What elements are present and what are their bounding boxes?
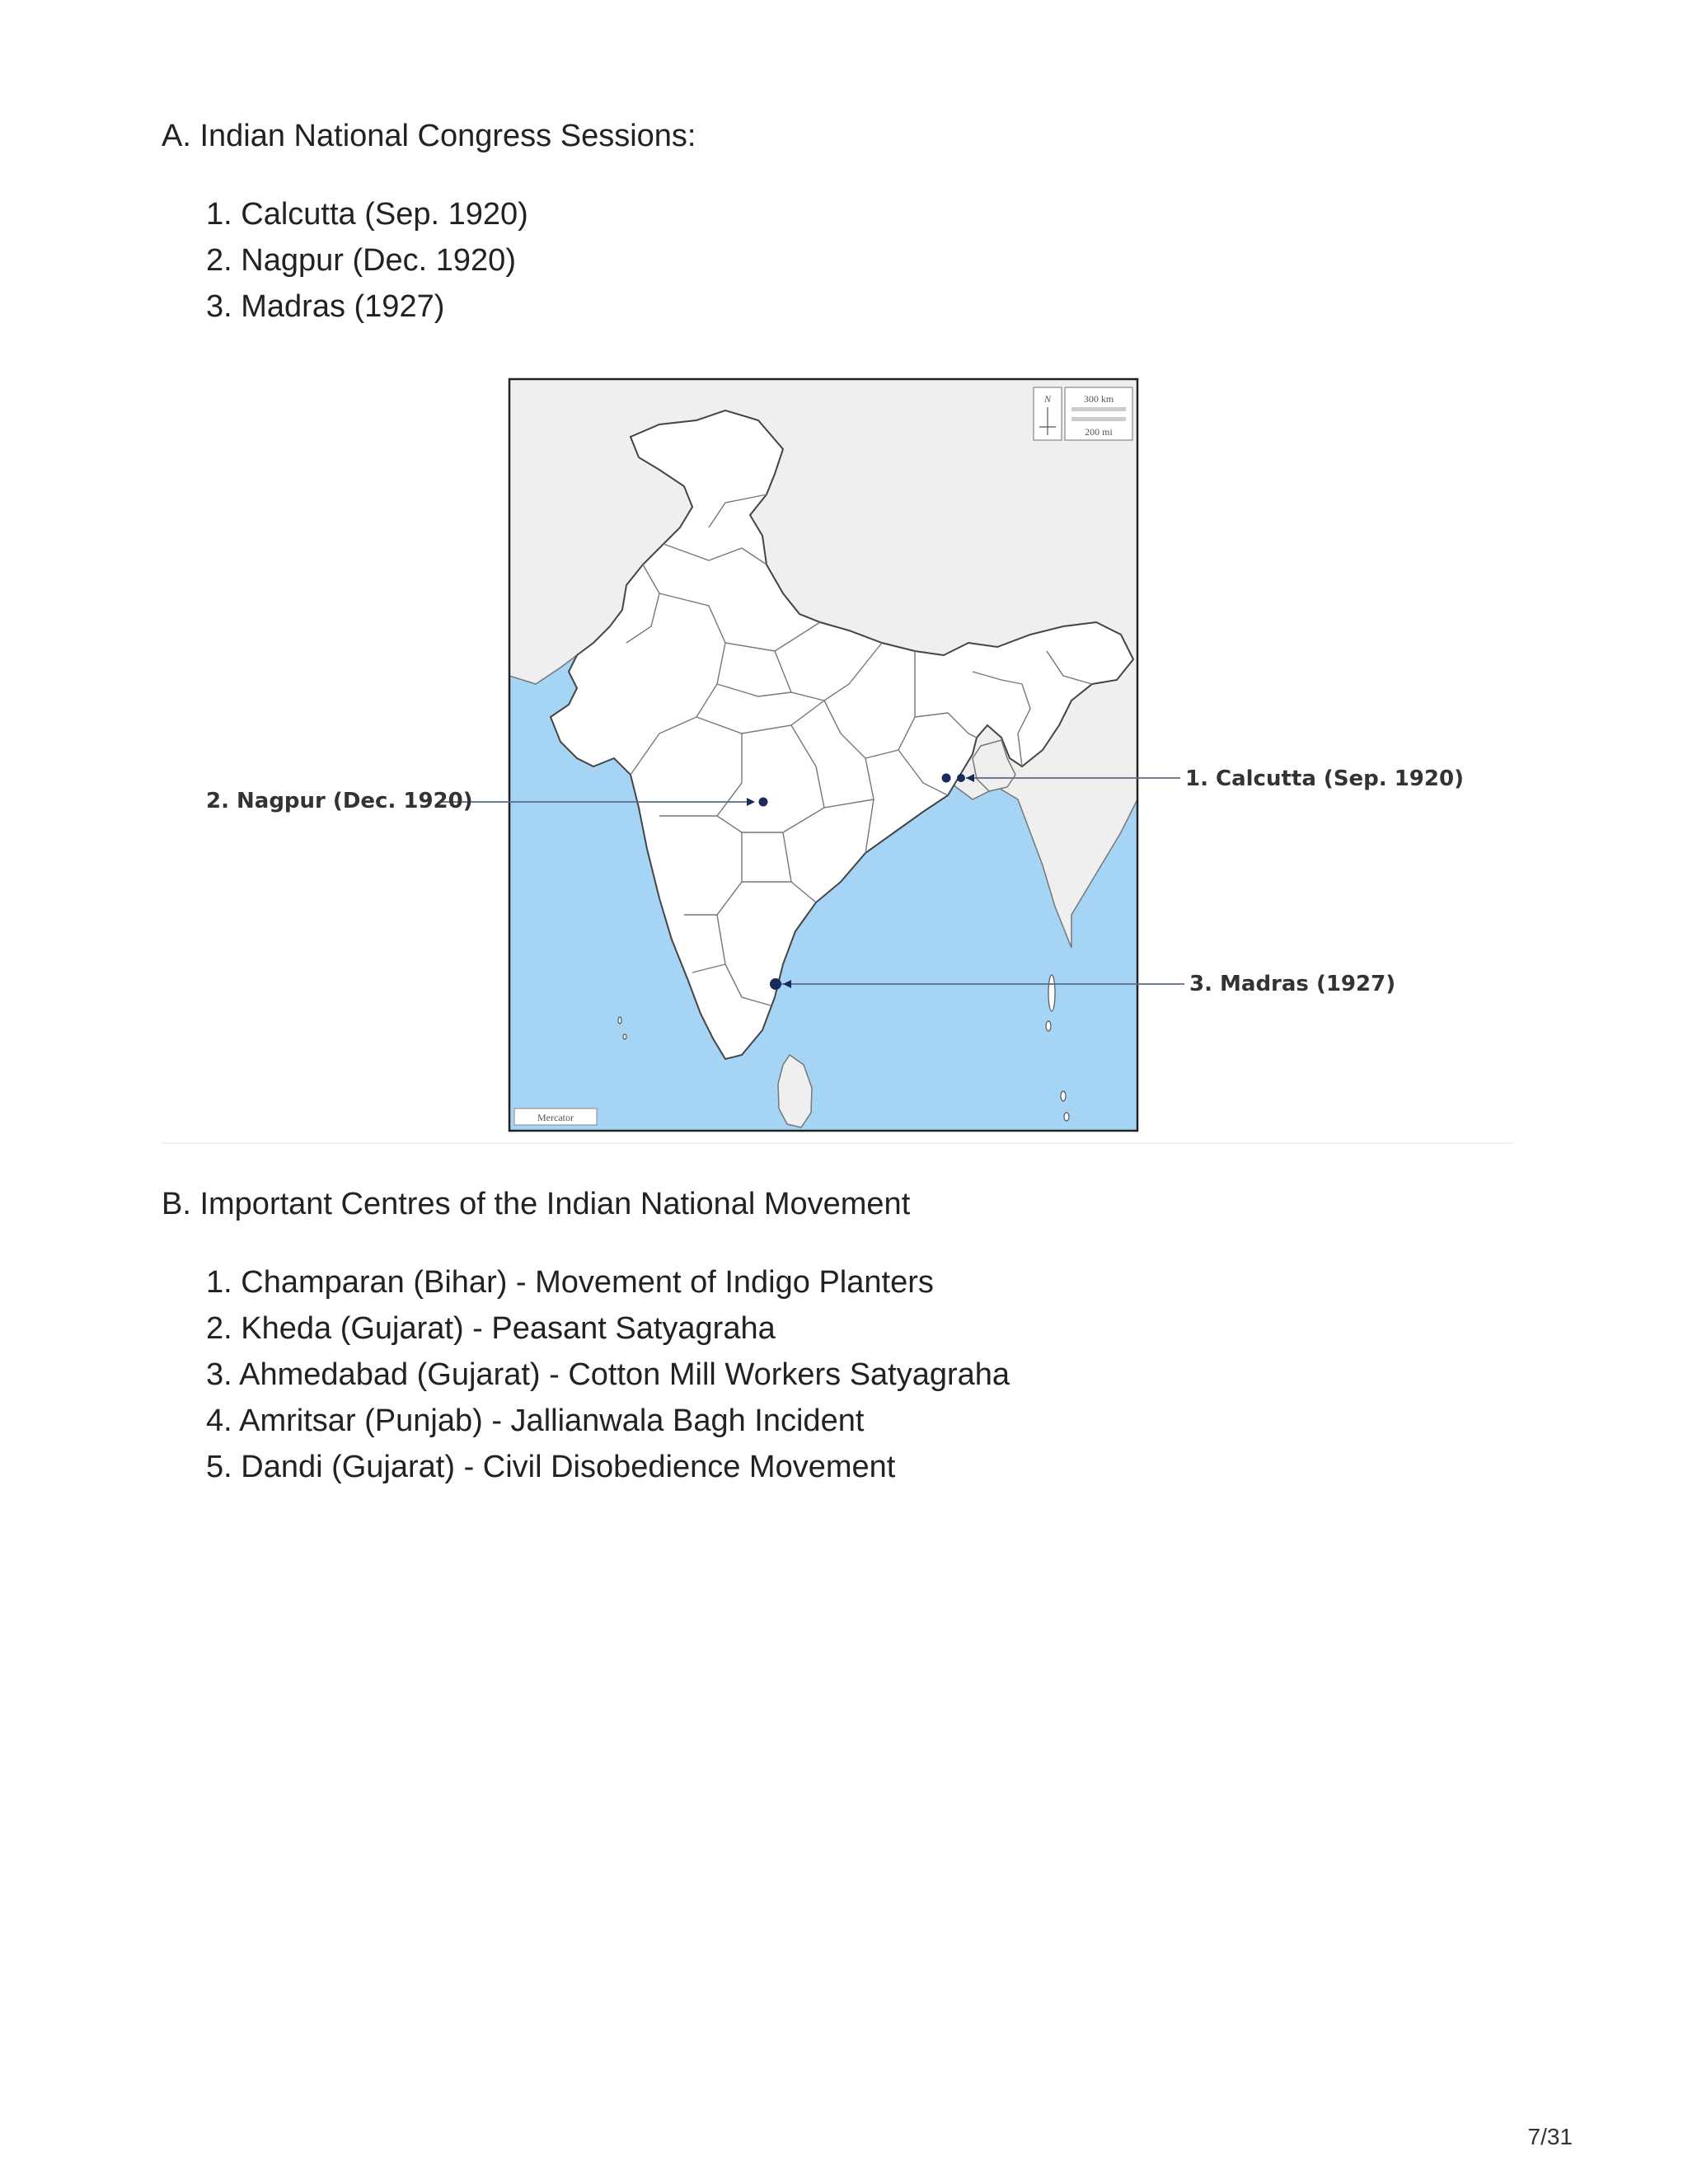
- section-b-list: [206, 1259, 1010, 1490]
- list-item: 2. Nagpur (Dec. 1920): [206, 243, 516, 278]
- projection-label: Mercator: [537, 1112, 574, 1123]
- scale-mi-label: 200 mi: [1085, 426, 1113, 438]
- north-label: N: [1043, 393, 1052, 405]
- calcutta-label: 1. Calcutta (Sep. 1920): [1185, 766, 1464, 791]
- compass-scale-box: [1034, 387, 1132, 440]
- scale-km-label: 300 km: [1083, 393, 1114, 405]
- list-item: 5. Dandi (Gujarat) - Civil Disobedience Movement: [206, 1450, 896, 1484]
- map-body: [490, 379, 1138, 1131]
- list-item: 4. Amritsar (Punjab) - Jallianwala Bagh Incident: [206, 1404, 865, 1438]
- page-number: 7/31: [1527, 2124, 1573, 2149]
- nagpur-label: 2. Nagpur (Dec. 1920): [206, 789, 473, 813]
- section-a-list: [206, 191, 528, 330]
- india-map-svg: [0, 371, 1688, 1162]
- divider: [162, 1142, 1513, 1144]
- india-map-figure: [0, 371, 1688, 1162]
- section-a-heading: A. Indian National Congress Sessions:: [162, 119, 696, 153]
- list-item: 2. Kheda (Gujarat) - Peasant Satyagraha: [206, 1311, 776, 1346]
- list-item: 3. Ahmedabad (Gujarat) - Cotton Mill Workers Satyagraha: [206, 1357, 1010, 1392]
- projection-badge: [514, 1108, 597, 1125]
- list-item: 3. Madras (1927): [206, 289, 445, 324]
- section-b-heading: B. Important Centres of the Indian National Movement: [162, 1187, 911, 1221]
- list-item: 1. Champaran (Bihar) - Movement of Indigo Planters: [206, 1265, 934, 1300]
- scale-bar: [1071, 407, 1126, 411]
- list-item: 1. Calcutta (Sep. 1920): [206, 197, 528, 232]
- madras-label: 3. Madras (1927): [1189, 972, 1396, 996]
